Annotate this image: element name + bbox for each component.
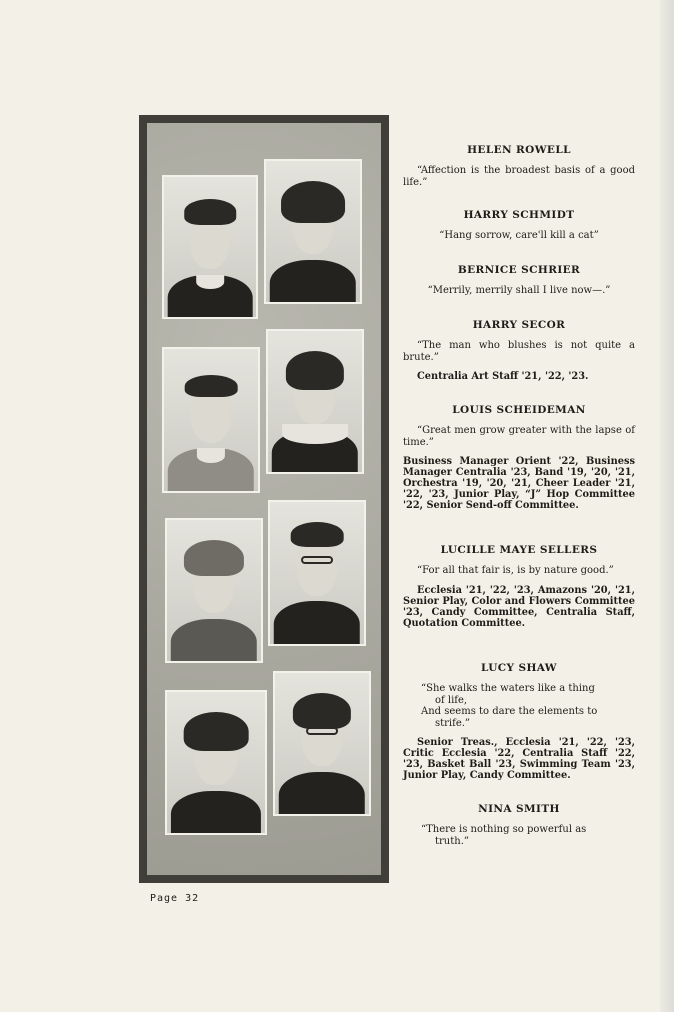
- portrait-photo: [264, 159, 362, 304]
- senior-activities: Business Manager Orient '22, Business Manager Centralia '23, Band '19, '20, '21, Orchestra '19, '20, '21, Cheer Leader '21, '22, '23, Junior Play, “J” Hop Committee '22, Senior Send-off Committee.: [403, 456, 635, 511]
- portrait-hair: [286, 351, 344, 390]
- senior-entry: [403, 264, 635, 297]
- portrait-glasses: [306, 727, 338, 735]
- page-edge: [660, 0, 674, 1012]
- quote-line: “There is nothing so powerful as: [421, 824, 587, 835]
- senior-quote: [403, 683, 635, 729]
- senior-entry: [403, 803, 635, 847]
- senior-name: NINA SMITH: [478, 803, 560, 815]
- senior-name: LUCILLE MAYE SELLERS: [440, 544, 598, 556]
- portrait-photo: [162, 347, 260, 493]
- senior-name: HELEN ROWELL: [467, 144, 571, 156]
- senior-entry: [403, 404, 635, 511]
- portrait-dress: [279, 772, 365, 816]
- senior-name: HARRY SECOR: [472, 319, 566, 331]
- senior-entry: [403, 319, 635, 382]
- senior-quote: [403, 824, 635, 847]
- portrait-photo: [273, 671, 371, 816]
- portrait-dress: [171, 791, 261, 835]
- quote-line: strife.”: [435, 717, 471, 729]
- quote-line: “She walks the waters like a thing: [421, 683, 595, 694]
- senior-name: LOUIS SCHEIDEMAN: [452, 404, 586, 416]
- portrait-hair: [291, 522, 344, 548]
- portrait-photo: [165, 690, 267, 835]
- portrait-hair: [184, 540, 244, 577]
- portrait-dress: [171, 619, 257, 663]
- portrait-photo: [165, 518, 263, 663]
- senior-quote: “Merrily, merrily shall I live now—.”: [427, 285, 611, 296]
- senior-quote: “Hang sorrow, care'll kill a cat”: [439, 230, 599, 241]
- portrait-photo: [268, 500, 366, 646]
- quote-line: And seems to dare the elements to: [421, 706, 598, 717]
- portrait-glasses: [301, 556, 333, 565]
- portrait-hair: [184, 199, 236, 224]
- senior-entry: [403, 209, 635, 242]
- senior-name: LUCY SHAW: [481, 662, 557, 674]
- portrait-hair: [281, 181, 345, 223]
- portrait-suit: [274, 601, 360, 646]
- portrait-hair: [293, 693, 351, 730]
- portrait-collar: [196, 275, 224, 289]
- senior-quote: “Great men grow greater with the lapse of time.”: [403, 425, 635, 448]
- portrait-lace-collar: [282, 424, 348, 444]
- senior-name: HARRY SCHMIDT: [463, 209, 575, 221]
- quote-line: truth.”: [435, 835, 469, 847]
- portrait-dress: [270, 260, 356, 304]
- page-number: Page 32: [150, 893, 200, 904]
- senior-activities: Senior Treas., Ecclesia '21, '22, '23, Critic Ecclesia '22, Centralia Staff '22, '23, Basket Ball '23, Swimming Team '23, Junior Play, Candy Committee.: [403, 737, 635, 781]
- senior-quote: “Affection is the broadest basis of a good life.”: [403, 165, 635, 188]
- senior-quote: “The man who blushes is not quite a brute.”: [403, 340, 635, 363]
- senior-activities: Ecclesia '21, '22, '23, Amazons '20, '21, Senior Play, Color and Flowers Committee '23, Candy Committee, Centralia Staff, Quotation Committee.: [403, 584, 635, 629]
- senior-entry: [403, 144, 635, 188]
- senior-name: BERNICE SCHRIER: [457, 264, 581, 276]
- quote-line: of life,: [435, 694, 468, 706]
- portrait-hair: [184, 712, 249, 751]
- portrait-hair: [185, 375, 238, 398]
- portrait-photo: [162, 175, 258, 319]
- senior-quote: “For all that fair is, is by nature good.”: [417, 565, 614, 576]
- portrait-photo: [266, 329, 364, 474]
- senior-entry: [403, 662, 635, 781]
- senior-activities: Centralia Art Staff '21, '22, '23.: [417, 371, 589, 382]
- senior-entry: [403, 544, 635, 629]
